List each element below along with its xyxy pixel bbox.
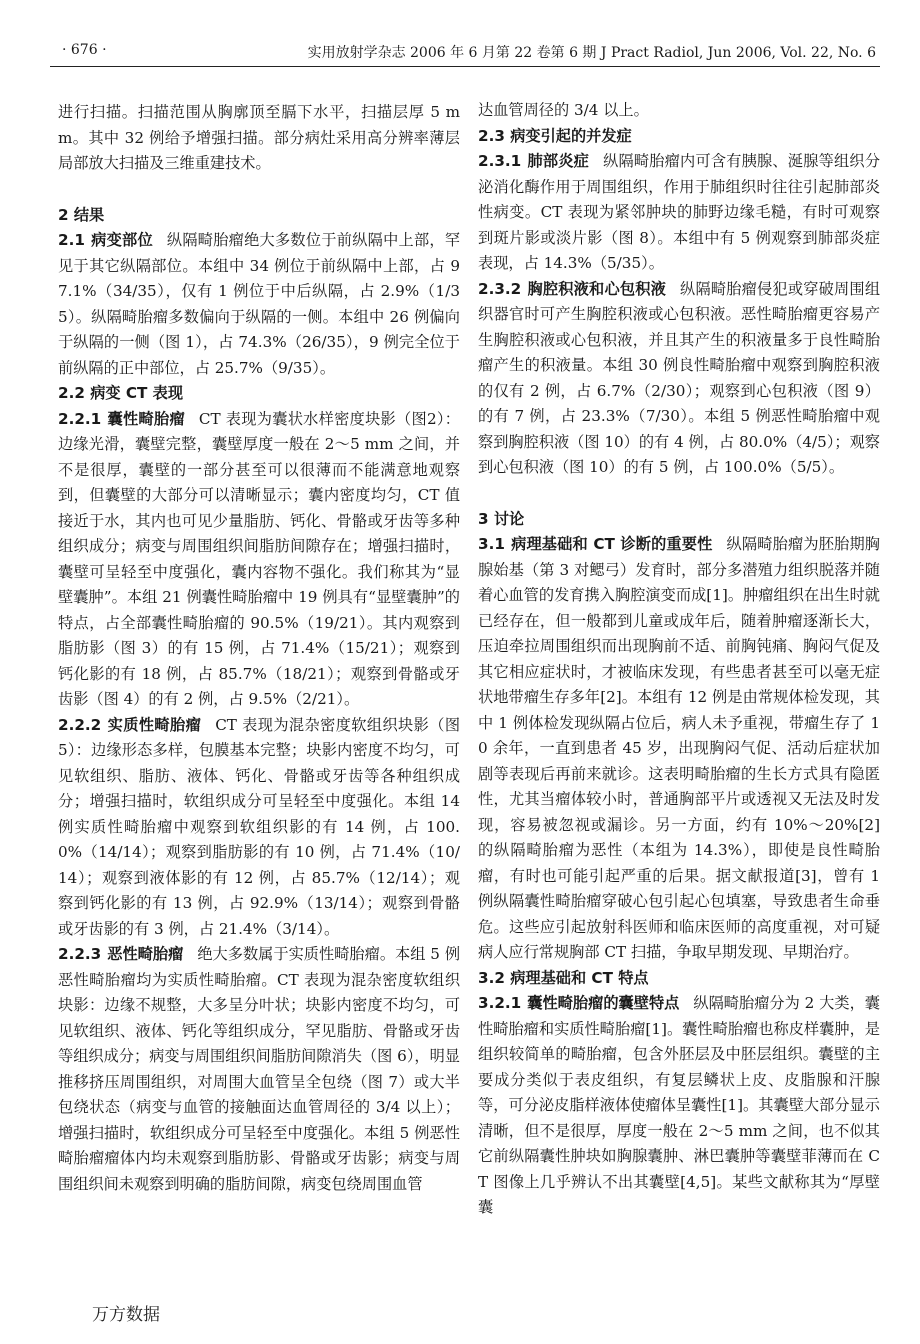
- section-number: 2.3.2: [478, 279, 522, 298]
- section-number: 2.3.1: [478, 152, 522, 170]
- section-discussion-heading: 3 讨论: [478, 509, 525, 528]
- section-text: CT 表现为囊状水样密度块影（图2）：边缘光滑，囊壁完整，囊壁厚度一般在 2～5 mm 之间，并不是很厚，囊壁的一部分甚至可以很薄而不能满意地观察到，但囊壁的大部分可以清晰显示；囊内密度均匀，CT 值接近于水，其内也可见少量脂肪、钙化、骨骼或牙齿等多种组织成分；病变与周围组织间脂肪间隙存在；增强扫描时，囊壁可呈轻至中度强化，囊内容物不强化。我们称其为“显壁囊肿”。本组 21 例囊性畸胎瘤中 19 例具有“显壁囊肿”的特点，占全部囊性畸胎瘤的 90.5%（19/21）。其内观察到脂肪影（图 3）的有 15 例，占 71.4%（15/21）；观察到钙化影的有 18 例，占 85.7%（18/21）；观察到骨骼或牙齿影（图 4）的有 2 例，占 9.5%（2/21）。: [58, 409, 460, 708]
- section-2-2-2: [58, 713, 460, 943]
- section-results-heading: 2 结果: [58, 205, 105, 224]
- left-column: [58, 100, 460, 1197]
- intro-paragraph: 进行扫描。扫描范围从胸廓顶至膈下水平，扫描层厚 5 mm。其中 32 例给予增强扫描。部分病灶采用高分辨率薄层局部放大扫描及三维重建技术。: [58, 103, 460, 172]
- running-header: [50, 40, 880, 67]
- section-title: 胸腔积液和心包积液: [527, 279, 667, 298]
- section-2-3-heading: 2.3 病变引起的并发症: [478, 126, 632, 145]
- section-number: 2.2.1: [58, 409, 102, 428]
- section-title: 病变部位: [90, 231, 153, 249]
- section-text: 纵隔畸胎瘤绝大多数位于前纵隔中上部，罕见于其它纵隔部位。本组中 34 例位于前纵隔中上部，占 97.1%（34/35），仅有 1 例位于中后纵隔，占 2.9%（1/35）。纵隔畸胎瘤多数偏向于纵隔的一侧。本组中 26 例偏向于纵隔的一侧（图 1），占 74.3%（26/35），9 例完全位于前纵隔的正中部位，占 25.7%（9/35）。: [58, 231, 461, 377]
- section-text: 纵隔畸胎瘤内可含有胰腺、涎腺等组织分泌消化酶作用于周围组织，作用于肺组织时往往引起肺部炎性病变。CT 表现为紧邻肿块的肺野边缘毛糙，有时可观察到斑片影或淡片影（图 8）。本组中有 5 例观察到肺部炎症表现，占 14.3%（5/35）。: [478, 152, 881, 272]
- section-2-2-heading: 2.2 病变 CT 表现: [58, 384, 184, 402]
- section-3-1: [478, 532, 880, 966]
- section-title: 恶性畸胎瘤: [107, 945, 184, 963]
- section-3-2-1: [478, 991, 880, 1221]
- section-2-2-3: [58, 942, 460, 1197]
- section-title: 实质性畸胎瘤: [107, 715, 202, 734]
- section-title: 病理基础和 CT 诊断的重要性: [510, 535, 713, 553]
- section-number: 3.2.1: [478, 994, 522, 1012]
- section-text: 纵隔畸胎瘤分为 2 大类，囊性畸胎瘤和实质性畸胎瘤[1]。囊性畸胎瘤也称皮样囊肿，是组织较简单的畸胎瘤，包含外胚层及中胚层组织。囊壁的主要成分类似于表皮组织，有复层鳞状上皮、皮脂腺和汗腺等，可分泌皮脂样液体使瘤体呈囊性[1]。其囊壁大部分显示清晰，但不是很厚，厚度一般在 2～5 mm 之间，也不似其它前纵隔囊性肿块如胸腺囊肿、淋巴囊肿等囊壁菲薄而在 CT 图像上几乎辨认不出其囊壁[4,5]。某些文献称其为“厚壁囊: [478, 994, 880, 1216]
- section-title: 肺部炎症: [527, 152, 590, 170]
- continuation-paragraph: 达血管周径的 3/4 以上。: [478, 101, 649, 119]
- journal-citation: 实用放射学杂志 2006 年 6 月第 22 卷第 6 期 J Pract Radiol, Jun 2006, Vol. 22, No. 6: [307, 45, 876, 61]
- section-number: 2.1: [58, 231, 85, 249]
- watermark-text: 万方数据: [92, 1305, 160, 1325]
- section-number: 2.2.3: [58, 945, 102, 963]
- section-2-3-2: [478, 277, 880, 481]
- section-title: 囊性畸胎瘤: [107, 409, 185, 428]
- section-2-3-1: [478, 149, 880, 277]
- section-number: 2.2.2: [58, 715, 102, 734]
- section-number: 3.1: [478, 535, 505, 553]
- right-column: [478, 98, 880, 1221]
- section-3-2-heading: 3.2 病理基础和 CT 特点: [478, 968, 649, 987]
- section-text: 纵隔畸胎瘤为胚胎期胸腺始基（第 3 对鳃弓）发育时，部分多潜殖力组织脱落并随着心血管的发育携入胸腔演变而成[1]。肿瘤组织在出生时就已经存在，但一般都到儿童或成年后，随着肿瘤逐渐长大，压迫牵拉周围组织而出现胸前不适、前胸钝痛、胸闷气促及其它相应症状时，才被临床发现，有些患者甚至可以毫无症状地带瘤生存多年[2]。本组有 12 例是由常规体检发现，其中 1 例体检发现纵隔占位后，病人未予重视，带瘤生存了 10 余年，一直到患者 45 岁，出现胸闷气促、活动后症状加剧等表现后再前来就诊。这表明畸胎瘤的生长方式具有隐匿性，尤其当瘤体较小时，普通胸部平片或透视又无法及时发现，容易被忽视或漏诊。另一方面，约有 10%～20%[2] 的纵隔畸胎瘤为恶性（本组为 14.3%），即使是良性畸胎瘤，有时也可能引起严重的后果。据文献报道[3]，曾有 1 例纵隔囊性畸胎瘤穿破心包引起心包填塞，导致患者生命垂危。这些应引起放射科医师和临床医师的高度重视，对可疑病人应行常规胸部 CT 扫描，争取早期发现、早期治疗。: [478, 535, 880, 961]
- section-text: CT 表现为混杂密度软组织块影（图 5）：边缘形态多样，包膜基本完整；块影内密度不均匀，可见软组织、脂肪、液体、钙化、骨骼或牙齿等各种组织成分；增强扫描时，软组织成分可呈轻至中度强化。本组 14 例实质性畸胎瘤中观察到软组织影的有 14 例，占 100.0%（14/14）；观察到脂肪影的有 10 例，占 71.4%（10/14）；观察到液体影的有 12 例，占 85.7%（12/14）；观察到钙化影的有 13 例，占 92.9%（13/14）；观察到骨骼或牙齿影的有 3 例，占 21.4%（3/14）。: [58, 715, 461, 938]
- section-2-1: [58, 228, 460, 381]
- page-number: · 676 ·: [62, 42, 107, 58]
- section-text: 纵隔畸胎瘤侵犯或穿破周围组织器官时可产生胸腔积液或心包积液。恶性畸胎瘤更容易产生胸腔积液或心包积液，并且其产生的积液量多于良性畸胎瘤产生的积液量。本组 30 例良性畸胎瘤中观察到胸腔积液的仅有 2 例，占 6.7%（2/30）；观察到心包积液（图 9）的有 7 例，占 23.3%（7/30）。本组 5 例恶性畸胎瘤中观察到胸腔积液（图 10）的有 4 例，占 80.0%（4/5）；观察到心包积液（图 10）的有 5 例，占 100.0%（5/5）。: [478, 279, 881, 476]
- section-text: 绝大多数属于实质性畸胎瘤。本组 5 例恶性畸胎瘤均为实质性畸胎瘤。CT 表现为混杂密度软组织块影：边缘不规整，大多呈分叶状；块影内密度不均匀，可见软组织、液体、钙化等组织成分，罕见脂肪、骨骼或牙齿等组织成分；病变与周围组织间脂肪间隙消失（图 6），明显推移挤压周围组织，对周围大血管呈全包绕（图 7）或大半包绕状态（病变与血管的接触面达血管周径的 3/4 以上）；增强扫描时，软组织成分可呈轻至中度强化。本组 5 例恶性畸胎瘤瘤体内均未观察到脂肪影、骨骼或牙齿影；病变与周围组织间未观察到明确的脂肪间隙，病变包绕周围血管: [58, 945, 461, 1193]
- section-title: 囊性畸胎瘤的囊壁特点: [527, 994, 680, 1012]
- section-2-2-1: [58, 407, 460, 713]
